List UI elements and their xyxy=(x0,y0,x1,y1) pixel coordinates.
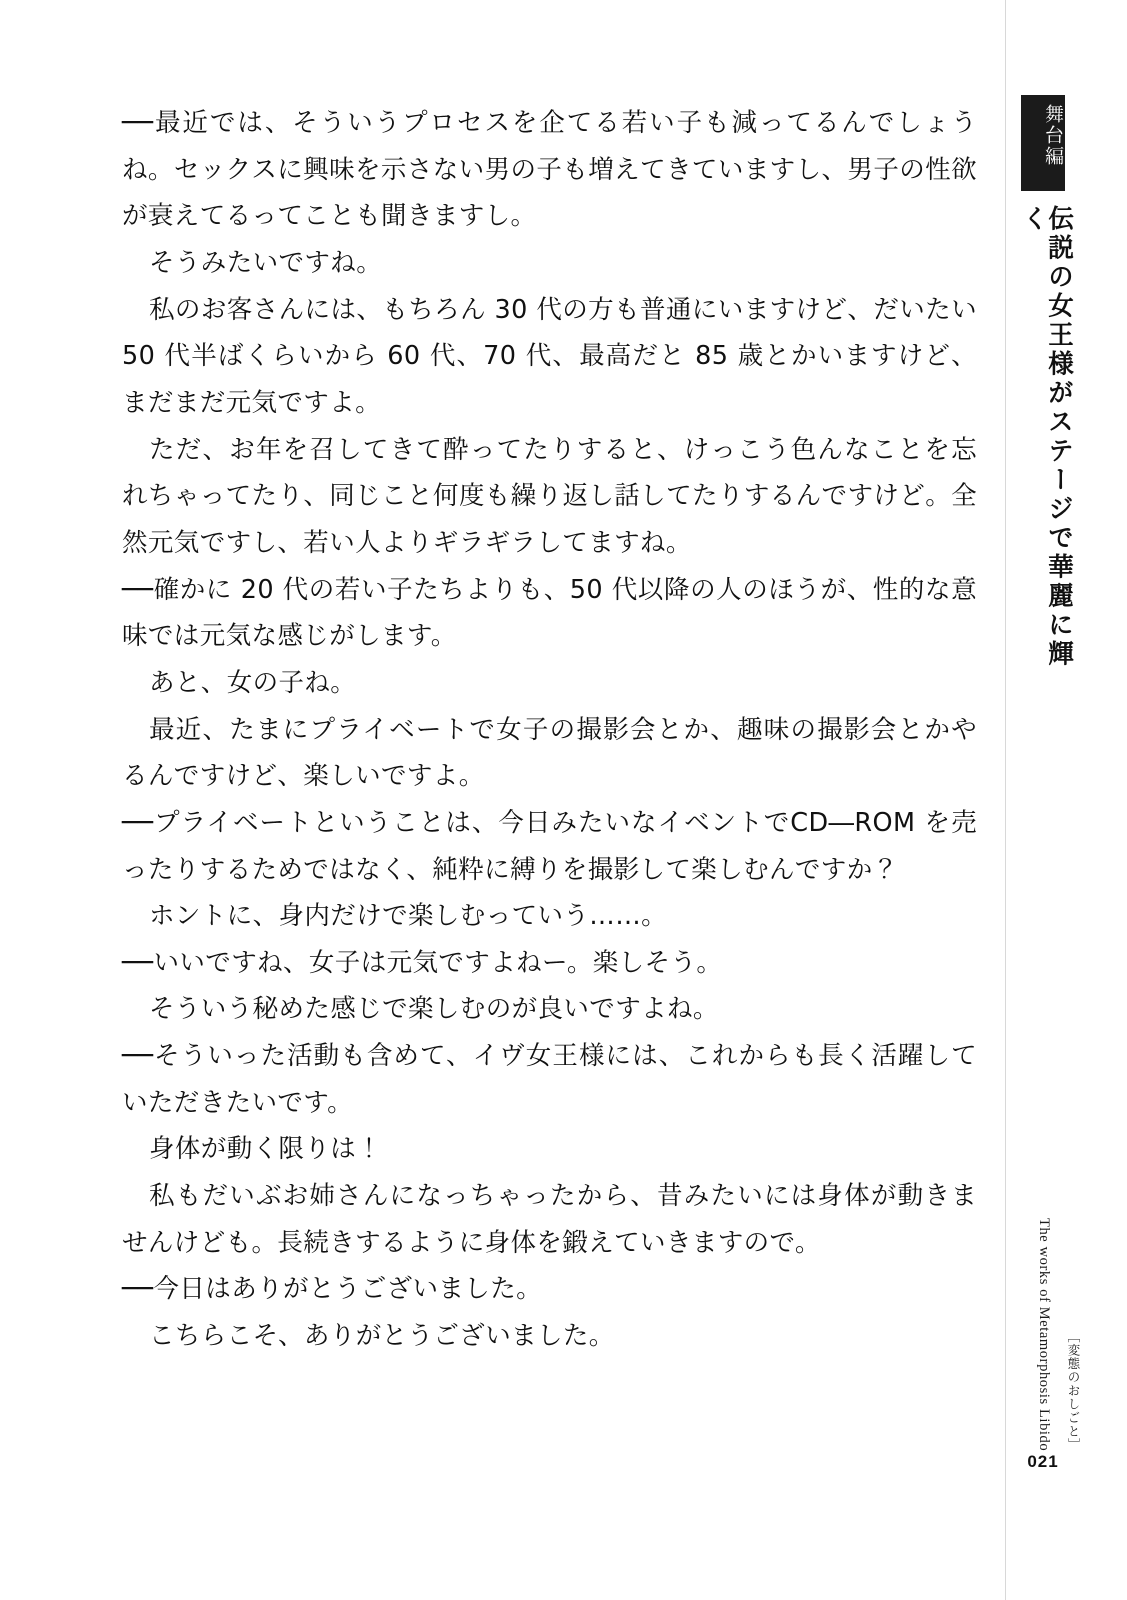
paragraph: 私のお客さんには、もちろん 30 代の方も普通にいますけど、だいたい 50 代半ばくらいから 60 代、70 代、最高だと 85 歳とかいますけど、まだまだ元気ですよ。 xyxy=(122,294,977,418)
page-divider-rule xyxy=(1005,0,1006,1600)
paragraph: そうみたいですね。 xyxy=(149,247,383,278)
paragraph: こちらこそ、ありがとうございました。 xyxy=(149,1321,615,1352)
paragraph: ただ、お年を召してきて酔ってたりすると、けっこう色んなことを忘れちゃってたり、同じこと何度も繰り返し話してたりするんですけど。全然元気ですし、若い人よりギラギラしてますね。 xyxy=(122,434,977,558)
paragraph: ──プライベートということは、今日みたいなイベントでCD―ROM を売ったりするためではなく、純粋に縛りを撮影して楽しむんですか？ xyxy=(122,807,977,885)
paragraph: ──確かに 20 代の若い子たちよりも、50 代以降の人のほうが、性的な意味では元気な感じがします。 xyxy=(122,574,977,652)
section-title-vertical: 伝説の女王様がステージで華麗に輝く xyxy=(1018,205,1074,669)
paragraph: そういう秘めた感じで楽しむのが良いですよね。 xyxy=(149,994,719,1025)
page-number: 021 xyxy=(1027,1452,1059,1471)
paragraph: ──今日はありがとうございました。 xyxy=(122,1274,543,1305)
paragraph: 私もだいぶお姉さんになっちゃったから、昔みたいには身体が動きませんけども。長続きするように身体を鍛えていきますので。 xyxy=(122,1181,977,1258)
series-japanese-label: ［変態のおしごと］ xyxy=(1066,1330,1081,1452)
series-english-title: The works of Metamorphosis Libido xyxy=(1036,1218,1052,1452)
paragraph: 最近、たまにプライベートで女子の撮影会とか、趣味の撮影会とかやるんですけど、楽しいですよ。 xyxy=(122,714,977,792)
paragraph: ──最近では、そういうプロセスを企てる若い子も減ってるんでしょうね。セックスに興味を示さない男の子も増えてきていますし、男子の性欲が衰えてるってことも聞きますし。 xyxy=(122,108,977,232)
paragraph: ホントに、身内だけで楽しむっていう……。 xyxy=(149,901,668,932)
paragraph: あと、女の子ね。 xyxy=(149,667,357,698)
paragraph: ──いいですね、女子は元気ですよねー。楽しそう。 xyxy=(122,947,723,978)
section-tab-label: 舞台編 xyxy=(1042,104,1064,167)
body-text-column xyxy=(122,100,977,1360)
paragraph: 身体が動く限りは！ xyxy=(149,1134,383,1165)
paragraph: ──そういった活動も含めて、イヴ女王様には、これからも長く活躍していただきたいです。 xyxy=(122,1041,977,1118)
